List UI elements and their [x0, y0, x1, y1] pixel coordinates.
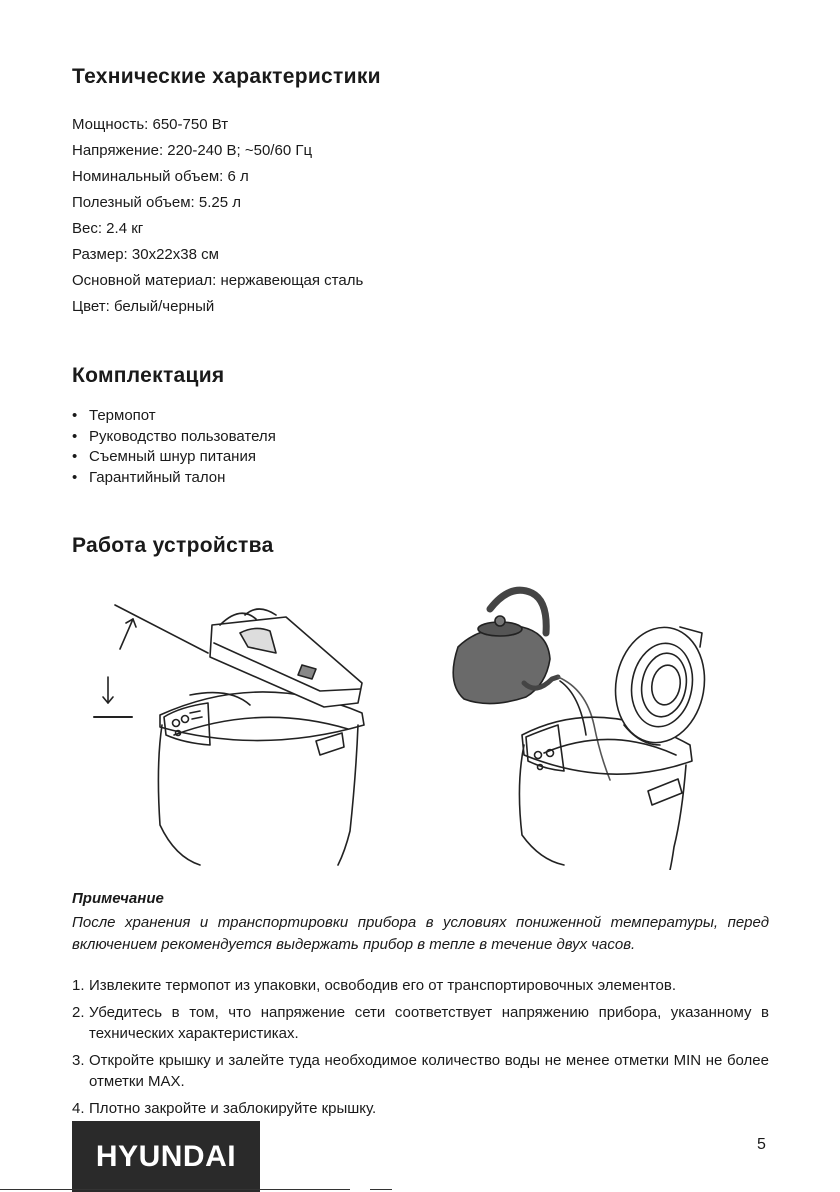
control-button-icon [173, 720, 180, 727]
side-handle [316, 733, 344, 755]
step-text: Извлеките термопот из упаковки, освободив его от транспортировочных элементов. [89, 977, 676, 994]
footer-divider [370, 1189, 392, 1190]
spec-item: Номинальный объем: 6 л [72, 168, 249, 185]
brand-logo: HYUNDAI [72, 1121, 260, 1192]
package-item: • Руководство пользователя [72, 427, 276, 448]
footer-divider [0, 1189, 350, 1190]
step-text: Убедитесь в том, что напряжение сети соответствует напряжению прибора, указанному в технических характеристиках. [89, 1004, 769, 1042]
step-number: 4. [72, 1100, 85, 1117]
lid-removal-illustration [80, 595, 400, 870]
filling-water-illustration [440, 585, 780, 870]
water-stream [558, 677, 610, 780]
step-item [72, 1098, 769, 1119]
spec-item: Размер: 30х22х38 см [72, 246, 219, 263]
open-lid [607, 620, 714, 750]
steps-list [72, 975, 769, 1125]
spec-item: Основной материал: нержавеющая сталь [72, 272, 364, 289]
step-number: 3. [72, 1052, 85, 1069]
page-number: 5 [757, 1136, 766, 1153]
spec-list [72, 112, 363, 320]
step-text: Откройте крышку и залейте туда необходимое количество воды не менее отметки MIN не более отметки MAX. [89, 1052, 769, 1090]
kettle-body [453, 627, 550, 704]
spec-item: Полезный объем: 5.25 л [72, 194, 241, 211]
step-number: 2. [72, 1004, 85, 1021]
package-list [72, 406, 276, 488]
step-item [72, 975, 769, 996]
step-item [72, 1050, 769, 1092]
spec-item: Вес: 2.4 кг [72, 220, 144, 237]
operation-section-title: Работа устройства [72, 534, 274, 557]
spec-section-title: Технические характеристики [72, 65, 381, 88]
spec-item: Напряжение: 220-240 В; ~50/60 Гц [72, 142, 313, 159]
pot-body-left [158, 725, 200, 865]
side-handle [648, 779, 682, 805]
package-item: • Термопот [72, 406, 276, 427]
control-button-icon [182, 716, 189, 723]
note-title: Примечание [72, 890, 164, 907]
control-panel [164, 703, 210, 745]
package-section-title: Комплектация [72, 364, 225, 387]
step-item [72, 1002, 769, 1044]
note-text: После хранения и транспортировки прибора в условиях пониженной температуры, перед включением рекомендуется выдержать прибор в тепле в течение двух часов. [72, 914, 769, 953]
spec-item: Мощность: 650-750 Вт [72, 116, 229, 133]
kettle-lid-knob-icon [495, 616, 505, 626]
step-number: 1. [72, 977, 85, 994]
step-text: Плотно закройте и заблокируйте крышку. [89, 1100, 377, 1117]
package-item: • Гарантийный талон [72, 468, 276, 489]
package-item: • Съемный шнур питания [72, 447, 276, 468]
spec-item: Цвет: белый/черный [72, 298, 215, 315]
